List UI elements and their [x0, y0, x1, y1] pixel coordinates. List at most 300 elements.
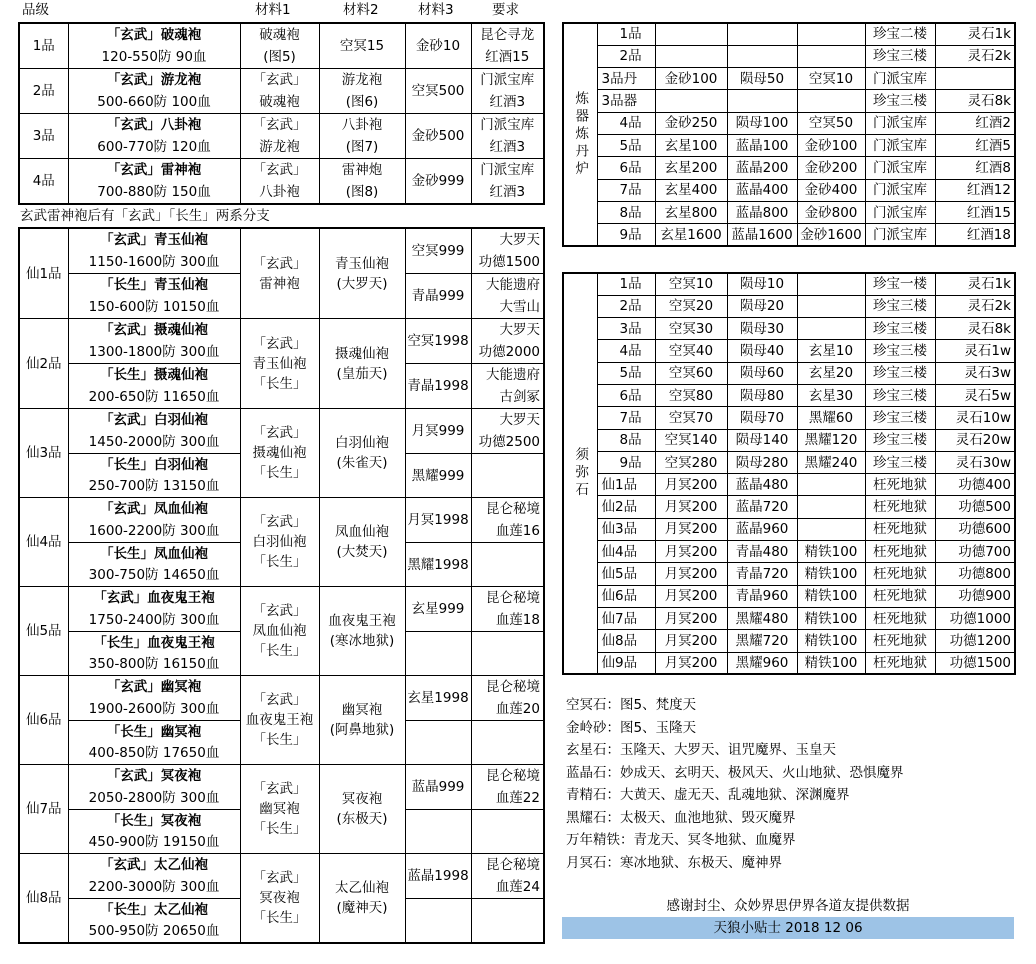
- material-b: 蓝晶1600: [727, 224, 797, 246]
- grade-cell: 3品器: [597, 90, 655, 112]
- grade-cell: 8品: [597, 429, 655, 451]
- requirement-line1: 门派宝库: [471, 69, 544, 92]
- requirement-upper-line: 血莲16: [495, 523, 540, 539]
- xuanwu-stats: 1150-1600防 300血: [68, 251, 240, 274]
- location-cell: 门派宝库: [865, 179, 935, 201]
- material-a: 金砂100: [655, 68, 727, 90]
- location-cell: 门派宝库: [865, 68, 935, 90]
- material2-line1: 雷神炮: [319, 159, 405, 182]
- material2-cell: [319, 498, 405, 587]
- robe-name: 「玄武」八卦袍: [68, 114, 240, 137]
- material2-line: (魔神天): [336, 899, 388, 916]
- material2-line: 太乙仙袍: [335, 879, 389, 896]
- grade-cell: 仙6品: [19, 676, 68, 765]
- material2-line1: 八卦袍: [319, 114, 405, 137]
- xuanwu-stats: 1450-2000防 300血: [68, 431, 240, 454]
- side-row: [563, 384, 1015, 406]
- grade-cell: 仙1品: [597, 474, 655, 496]
- material1-line: 冥夜袍: [259, 889, 300, 906]
- xuanwu-stats: 1750-2400防 300血: [68, 609, 240, 632]
- changsheng-stats: 200-650防 11650血: [68, 386, 240, 409]
- changsheng-stats: 450-900防 19150血: [68, 832, 240, 854]
- material3-lower: [405, 721, 471, 765]
- side-row: [563, 112, 1015, 134]
- material1-line1: 「玄武」: [240, 159, 319, 182]
- cost-cell: 灵石3w: [935, 362, 1015, 384]
- grade-cell: 仙9品: [597, 652, 655, 674]
- requirement-upper-line: 昆仑秘境: [486, 857, 540, 873]
- material-b: 蓝晶100: [727, 134, 797, 156]
- side-row: [563, 201, 1015, 223]
- material3-cell: 空冥500: [405, 69, 471, 114]
- grade-cell: 仙8品: [597, 630, 655, 652]
- material-a: 空冥40: [655, 340, 727, 362]
- cost-cell: 灵石5w: [935, 384, 1015, 406]
- requirement-lower: [471, 721, 544, 765]
- location-cell: 珍宝一楼: [865, 273, 935, 295]
- grade-cell: 2品: [597, 295, 655, 317]
- material3-cell: 金砂500: [405, 114, 471, 159]
- material2-line: (朱雀天): [336, 455, 388, 471]
- location-cell: 珍宝三楼: [865, 318, 935, 340]
- material-b: 青晶720: [727, 563, 797, 585]
- material-c: 黑耀240: [797, 451, 865, 473]
- grade-cell: 9品: [597, 224, 655, 246]
- material1-line2: 八卦袍: [240, 181, 319, 204]
- cost-cell: 灵石10w: [935, 407, 1015, 429]
- side-row: [563, 541, 1015, 563]
- grade-cell: 仙2品: [19, 319, 68, 409]
- furnace-table: [562, 22, 1016, 247]
- cost-cell: 功德1500: [935, 652, 1015, 674]
- grade-cell: 仙3品: [597, 518, 655, 540]
- location-cell: 珍宝三楼: [865, 451, 935, 473]
- material2-line2: (图6): [319, 91, 405, 114]
- grade-cell: 3品: [19, 114, 68, 159]
- material1-line2: 破魂袍: [240, 91, 319, 114]
- side-row: [563, 273, 1015, 295]
- header-material1: 材料1: [255, 2, 291, 18]
- cost-cell: 灵石2k: [935, 45, 1015, 67]
- changsheng-name: 「长生」血夜鬼王袍: [68, 632, 240, 654]
- location-cell: 枉死地狱: [865, 652, 935, 674]
- material-a: 月冥200: [655, 585, 727, 607]
- cost-cell: 功德900: [935, 585, 1015, 607]
- material2-cell: [319, 228, 405, 319]
- header-requirement: 要求: [492, 2, 519, 18]
- material2-cell: [319, 409, 405, 498]
- grade-cell: 仙5品: [19, 587, 68, 676]
- changsheng-name: 「长生」凤血仙袍: [68, 543, 240, 565]
- material2-line2: (图7): [319, 136, 405, 159]
- location-cell: 门派宝库: [865, 157, 935, 179]
- requirement-lower: [471, 454, 544, 498]
- material2-line: (阿鼻地狱): [329, 722, 395, 738]
- location-cell: 枉死地狱: [865, 630, 935, 652]
- cost-cell: 灵石20w: [935, 429, 1015, 451]
- requirement-upper: [471, 228, 544, 274]
- material-c: [797, 90, 865, 112]
- material-a: 月冥200: [655, 474, 727, 496]
- location-cell: 枉死地狱: [865, 474, 935, 496]
- cost-cell: 功德400: [935, 474, 1015, 496]
- material1-line: 「玄武」: [252, 425, 307, 441]
- material-c: 精铁100: [797, 652, 865, 674]
- requirement-upper-line: 大罗天: [499, 232, 540, 248]
- material1-line: 「长生」: [252, 554, 307, 570]
- material1-line: 「玄武」: [252, 781, 307, 797]
- material-c: 玄星10: [797, 340, 865, 362]
- material1-line2: 游龙袍: [240, 136, 319, 159]
- material1-line: 凤血仙袍: [252, 623, 307, 639]
- xuanwu-name: 「玄武」凤血仙袍: [68, 498, 240, 521]
- material1-line2: (图5): [240, 46, 319, 69]
- material1-line: 幽冥袍: [259, 801, 300, 817]
- material-b: 蓝晶400: [727, 179, 797, 201]
- requirement-lower: [471, 274, 544, 319]
- material1-line: 「玄武」: [252, 255, 307, 272]
- material2-cell: [319, 676, 405, 765]
- material1-line: 雷神袍: [259, 275, 300, 292]
- changsheng-name: 「长生」冥夜袍: [68, 810, 240, 832]
- requirement-lower: [471, 543, 544, 587]
- grade-cell: 仙7品: [19, 765, 68, 854]
- requirement-lower: [471, 899, 544, 943]
- side-row: [563, 157, 1015, 179]
- material-b: 黑耀720: [727, 630, 797, 652]
- material-c: [797, 318, 865, 340]
- side-row: [563, 362, 1015, 384]
- side-row: [563, 407, 1015, 429]
- material-a: 空冥280: [655, 451, 727, 473]
- requirement-upper: [471, 765, 544, 810]
- cost-cell: 红酒5: [935, 134, 1015, 156]
- material-c: 空冥10: [797, 68, 865, 90]
- material-a: 玄星200: [655, 157, 727, 179]
- changsheng-name: 「长生」青玉仙袍: [68, 274, 240, 297]
- footer-banner: 天狼小贴士 2018 12 06: [562, 917, 1014, 939]
- material-b: 陨母10: [727, 273, 797, 295]
- material-a: 月冥200: [655, 496, 727, 518]
- material1-cell: [240, 228, 319, 319]
- side-row: [563, 318, 1015, 340]
- material1-line1: 「玄武」: [240, 114, 319, 137]
- side-row: [563, 474, 1015, 496]
- grade-cell: 仙4品: [597, 541, 655, 563]
- location-cell: 珍宝三楼: [865, 384, 935, 406]
- material-a: 空冥10: [655, 273, 727, 295]
- material-c: 精铁100: [797, 607, 865, 629]
- material1-line1: 破魂袍: [240, 23, 319, 46]
- location-cell: 枉死地狱: [865, 563, 935, 585]
- requirement-upper-line: 血莲24: [495, 879, 540, 895]
- material-b: 陨母70: [727, 407, 797, 429]
- requirement-line2: 红酒3: [471, 136, 544, 159]
- grade-cell: 仙5品: [597, 563, 655, 585]
- material3-upper: 空冥1998: [405, 319, 471, 364]
- grade-cell: 仙2品: [597, 496, 655, 518]
- material-a: [655, 23, 727, 45]
- material-a: 空冥20: [655, 295, 727, 317]
- location-cell: 门派宝库: [865, 224, 935, 246]
- material1-line: 「玄武」: [252, 335, 307, 352]
- location-cell: 珍宝三楼: [865, 295, 935, 317]
- grade-cell: 5品: [597, 362, 655, 384]
- header-material3: 材料3: [418, 2, 454, 18]
- cost-cell: 红酒15: [935, 201, 1015, 223]
- location-cell: 珍宝三楼: [865, 90, 935, 112]
- material1-line1: 「玄武」: [240, 69, 319, 92]
- grade-cell: 7品: [597, 407, 655, 429]
- material-c: 精铁100: [797, 585, 865, 607]
- robe-name: 「玄武」雷神袍: [68, 159, 240, 182]
- requirement-upper-line: 大罗天: [499, 412, 540, 428]
- requirement-line1: 昆仑寻龙: [471, 23, 544, 46]
- cost-cell: 灵石1k: [935, 273, 1015, 295]
- changsheng-stats: 150-600防 10150血: [68, 296, 240, 319]
- xuanwu-stats: 2200-3000防 300血: [68, 876, 240, 899]
- material-a: [655, 90, 727, 112]
- robe-row: [19, 159, 544, 182]
- material-b: 青晶480: [727, 541, 797, 563]
- note-line: 蓝晶石：妙成天、玄明天、极风天、火山地狱、恐惧魔界: [566, 764, 904, 781]
- material-b: [727, 23, 797, 45]
- material-source-notes: [566, 694, 904, 874]
- grade-cell: 仙3品: [19, 409, 68, 498]
- xuanwu-name: 「玄武」白羽仙袍: [68, 409, 240, 432]
- material-a: 玄星800: [655, 201, 727, 223]
- immortal-row-line: [19, 587, 544, 610]
- cost-cell: 红酒8: [935, 157, 1015, 179]
- requirement-upper-line: 功德1500: [478, 254, 540, 270]
- material-c: [797, 295, 865, 317]
- grade-cell: 4品: [597, 340, 655, 362]
- material-a: 月冥200: [655, 518, 727, 540]
- requirement-lower: [471, 810, 544, 854]
- material-b: 陨母40: [727, 340, 797, 362]
- material2-cell: [319, 587, 405, 676]
- side-row: [563, 429, 1015, 451]
- material1-line: 「玄武」: [252, 869, 307, 886]
- side-row: [563, 224, 1015, 246]
- side-row: [563, 585, 1015, 607]
- thanks-line: 感谢封尘、众妙界思伊界各道友提供数据: [666, 898, 910, 914]
- requirement-upper-line: 功德2000: [478, 344, 540, 360]
- material3-upper: 玄星1998: [405, 676, 471, 721]
- material-c: [797, 518, 865, 540]
- material3-upper: 空冥999: [405, 228, 471, 274]
- cost-cell: [935, 68, 1015, 90]
- material1-cell: [240, 498, 319, 587]
- location-cell: 枉死地狱: [865, 518, 935, 540]
- requirement-line1: 门派宝库: [471, 159, 544, 182]
- cost-cell: 红酒18: [935, 224, 1015, 246]
- robe-stats: 600-770防 120血: [68, 136, 240, 159]
- grade-cell: 3品丹: [597, 68, 655, 90]
- grade-cell: 4品: [19, 159, 68, 205]
- requirement-upper: [471, 587, 544, 632]
- location-cell: 枉死地狱: [865, 541, 935, 563]
- material-b: 陨母100: [727, 112, 797, 134]
- header-grade: 品级: [22, 2, 49, 18]
- material1-line: 白羽仙袍: [252, 534, 307, 550]
- material1-line: 「长生」: [252, 909, 307, 926]
- requirement-upper-line: 大罗天: [499, 322, 540, 338]
- material3-cell: 金砂999: [405, 159, 471, 205]
- material2-line: 凤血仙袍: [335, 524, 389, 540]
- grade-cell: 仙1品: [19, 228, 68, 319]
- material-b: 蓝晶720: [727, 496, 797, 518]
- material2-line: (寒冰地狱): [329, 633, 395, 649]
- grade-cell: 7品: [597, 179, 655, 201]
- material2-line: (大罗天): [336, 275, 388, 292]
- material-a: 月冥200: [655, 563, 727, 585]
- changsheng-name: 「长生」太乙仙袍: [68, 899, 240, 921]
- location-cell: 珍宝二楼: [865, 23, 935, 45]
- robe-name: 「玄武」破魂袍: [68, 23, 240, 46]
- cost-cell: 灵石1w: [935, 340, 1015, 362]
- material1-cell: [240, 409, 319, 498]
- immortal-row-line: [19, 409, 544, 432]
- side-row: [563, 295, 1015, 317]
- changsheng-stats: 350-800防 16150血: [68, 654, 240, 676]
- material-b: [727, 90, 797, 112]
- material-a: 月冥200: [655, 541, 727, 563]
- grade-cell: 6品: [597, 384, 655, 406]
- side-row: [563, 340, 1015, 362]
- material-b: 蓝晶800: [727, 201, 797, 223]
- sumeru-stone-table: [562, 272, 1016, 675]
- material3-lower: 黑耀1998: [405, 543, 471, 587]
- material-c: [797, 23, 865, 45]
- note-line: 月冥石：寒冰地狱、东极天、魔神界: [566, 854, 782, 871]
- material-c: 黑耀60: [797, 407, 865, 429]
- material-c: 玄星30: [797, 384, 865, 406]
- branch-note: 玄武雷神袍后有「玄武」「长生」两系分支: [20, 208, 270, 224]
- material-b: 陨母60: [727, 362, 797, 384]
- material-c: [797, 45, 865, 67]
- material2-line: 幽冥袍: [341, 702, 383, 718]
- changsheng-stats: 400-850防 17650血: [68, 743, 240, 765]
- material3-upper: 玄星999: [405, 587, 471, 632]
- immortal-row-line: [19, 765, 544, 788]
- requirement-line2: 红酒3: [471, 181, 544, 204]
- requirement-upper: [471, 319, 544, 364]
- material3-upper: 月冥999: [405, 409, 471, 454]
- immortal-row-line: [19, 319, 544, 342]
- material2-line: 青玉仙袍: [335, 255, 389, 272]
- side-table-label: 炼器炼丹炉: [563, 23, 597, 246]
- material1-line: 青玉仙袍: [252, 355, 307, 372]
- material2-line: 摄魂仙袍: [335, 345, 389, 362]
- cost-cell: 功德800: [935, 563, 1015, 585]
- material-b: 陨母20: [727, 295, 797, 317]
- material-c: 金砂1600: [797, 224, 865, 246]
- cost-cell: 功德600: [935, 518, 1015, 540]
- robe-stats: 120-550防 90血: [68, 46, 240, 69]
- robe-grade-table: [18, 22, 545, 205]
- note-line: 金岭砂：图5、玉隆天: [566, 719, 697, 736]
- material2-cell: [319, 319, 405, 409]
- side-row: [563, 652, 1015, 674]
- material1-cell: [240, 319, 319, 409]
- material-c: [797, 273, 865, 295]
- side-row: [563, 68, 1015, 90]
- robe-name: 「玄武」游龙袍: [68, 69, 240, 92]
- grade-cell: 仙8品: [19, 854, 68, 943]
- cost-cell: 功德1000: [935, 607, 1015, 629]
- grade-cell: 2品: [597, 45, 655, 67]
- material-c: 金砂400: [797, 179, 865, 201]
- xuanwu-name: 「玄武」青玉仙袍: [68, 228, 240, 251]
- requirement-lower-line: 古剑冢: [499, 389, 540, 405]
- material2-line1: 空冥15: [319, 23, 405, 69]
- material2-line: (皇茄天): [336, 365, 388, 382]
- header-material2: 材料2: [343, 2, 379, 18]
- material-a: 空冥140: [655, 429, 727, 451]
- grade-cell: 2品: [19, 69, 68, 114]
- material1-cell: [240, 587, 319, 676]
- material-b: 陨母140: [727, 429, 797, 451]
- material3-lower: 青晶1998: [405, 364, 471, 409]
- side-row: [563, 45, 1015, 67]
- xuanwu-stats: 1300-1800防 300血: [68, 341, 240, 364]
- material1-cell: [240, 854, 319, 943]
- requirement-upper-line: 功德2500: [478, 434, 540, 450]
- grade-cell: 仙7品: [597, 607, 655, 629]
- material-a: 空冥60: [655, 362, 727, 384]
- requirement-upper-line: 血莲22: [495, 790, 540, 806]
- side-row: [563, 518, 1015, 540]
- requirement-upper-line: 昆仑秘境: [486, 501, 540, 517]
- requirement-lower-line: 大雪山: [499, 299, 540, 315]
- robe-stats: 500-660防 100血: [68, 91, 240, 114]
- grade-cell: 4品: [597, 112, 655, 134]
- material1-line: 「玄武」: [252, 692, 307, 708]
- material3-lower: [405, 810, 471, 854]
- changsheng-stats: 250-700防 13150血: [68, 476, 240, 498]
- xuanwu-name: 「玄武」幽冥袍: [68, 676, 240, 699]
- material1-line: 血夜鬼王袍: [245, 712, 314, 728]
- material-c: 黑耀120: [797, 429, 865, 451]
- material-a: 金砂250: [655, 112, 727, 134]
- requirement-lower-line: 大能遗府: [486, 367, 540, 383]
- material-b: 陨母80: [727, 384, 797, 406]
- robe-row: [19, 69, 544, 92]
- location-cell: 珍宝三楼: [865, 429, 935, 451]
- material1-line: 「长生」: [252, 465, 307, 481]
- immortal-row-line: [19, 498, 544, 521]
- cost-cell: 功德500: [935, 496, 1015, 518]
- immortal-robe-table: [18, 227, 545, 944]
- material-a: [655, 45, 727, 67]
- material2-line2: (图8): [319, 181, 405, 204]
- robe-stats: 700-880防 150血: [68, 181, 240, 204]
- side-row: [563, 134, 1015, 156]
- xuanwu-name: 「玄武」血夜鬼王袍: [68, 587, 240, 610]
- material-a: 玄星1600: [655, 224, 727, 246]
- material-a: 空冥30: [655, 318, 727, 340]
- material-a: 玄星100: [655, 134, 727, 156]
- changsheng-name: 「长生」摄魂仙袍: [68, 364, 240, 387]
- grade-cell: 3品: [597, 318, 655, 340]
- requirement-upper: [471, 676, 544, 721]
- requirement-upper-line: 血莲18: [495, 612, 540, 628]
- material-c: [797, 496, 865, 518]
- side-row: [563, 23, 1015, 45]
- cost-cell: 灵石2k: [935, 295, 1015, 317]
- material2-line: (东极天): [336, 811, 388, 827]
